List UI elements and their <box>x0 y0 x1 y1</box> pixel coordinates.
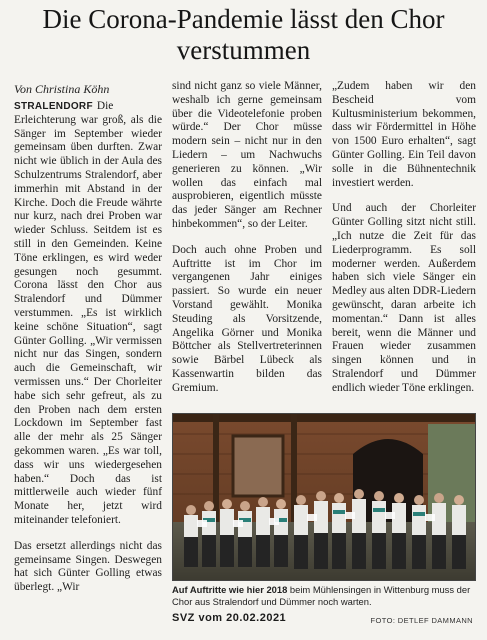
paragraph: Doch auch ohne Proben und Auftritte ist im Chor im vergangenen Jahr einiges passiert. So wurde ein neuer Vorstand gewählt. Monika Steuding als Vorsitzende, Angelika Görner und Monika Böttcher als Stellvertreterinnen sowie Bärbel Lübeck als Kassenwartin bilden das Gremium. <box>172 243 322 394</box>
photo-credit: FOTO: DETLEF DAMMANN <box>370 616 473 625</box>
paragraph: Und auch der Chorleiter Günter Golling sitzt nicht still. „Ich nutze die Zeit für das Liederprogramm. Es soll moderner werden. Außerdem haben sich viele Sänger ein Medley aus alten DDR-Liedern gewünscht, daran arbeite ich momentan.“ Dann ist alles bereit, wenn die Männer und Frauen wieder zusammen singen können und in Stralendorf und Dümmer endlich wieder Töne erklingen. <box>332 202 476 394</box>
source-line: SVZ vom 20.02.2021 <box>172 612 287 624</box>
paragraph <box>14 100 162 528</box>
headline: Die Corona-Pandemie lässt den Chor verstummen <box>42 4 445 65</box>
byline: Von Christina Köhn <box>14 82 110 96</box>
caption-lead: Auf Auftritte wie hier 2018 <box>172 584 288 595</box>
paragraph-text: Die Erleichterung war groß, als die Sänger im September wieder gemeinsam üben durften. Zwar nicht wie üblich in der Aula des Schulzentrums Stralendorf, aber immerhin mit Abstand in der Kirche. Doch die Freude währte nur kurz, nach drei Proben war wieder Schluss. Seitdem ist es still in den Gemeinden. Keine Töne erklingen, es wird weder gesungen noch gesummt. Corona lässt den Chor aus Stralendorf und Dümmer verstummen. „Es ist wirklich keine schöne Situation“, sagt Günter Golling. „Wir vermissen nicht nur das Singen, sondern auch die Gemeinschaft, wir vermissen uns.“ Der Chorleiter habe sich sehr gefreut, als zu den Proben nach dem ersten Lockdown im September fast alle der mehr als 25 Sänger gekommen waren. „Es war toll, dass wir uns wiedergesehen haben.“ Doch das ist mittlerweile auch wieder fünf Monate her, jetzt wird miteinander telefoniert. <box>14 100 162 526</box>
paragraph: Das ersetzt allerdings nicht das gemeinsame Singen. Deswegen hat sich Günter Golling etwas überlegt. „Wir <box>14 539 162 594</box>
article-column-2 <box>172 80 322 396</box>
caption-text: beim Mühlensingen in Wittenburg muss der Chor aus Stralendorf und Dümmer noch warten. <box>172 584 471 607</box>
choir-photo-illustration <box>173 414 476 581</box>
choir-photo <box>172 413 476 581</box>
article-column-3 <box>332 80 476 396</box>
article-column-1 <box>14 100 162 595</box>
dateline: STRALENDORF <box>14 101 93 112</box>
paragraph: „Zudem haben wir den Bescheid vom Kultusministerium bekommen, dass wir Fördermittel in Höhe von 1500 Euro erhalten“, sagt Günter Golling. Ein Teil davon solle in die Bühnentechnik investiert werden. <box>332 80 476 189</box>
paragraph: sind nicht ganz so viele Männer, weshalb ich gerne gemeinsam über die Videotelefonie proben würde.“ Der Chor müsse modern sein – nicht nur in den Liedern – um Nachwuchs generieren zu können. „Wir wollen das einfach mal ausprobieren, eigentlich müsste das jeder Sänger am Rechner hinbekommen“, so der Leiter. <box>172 80 322 230</box>
photo-caption <box>172 584 476 607</box>
